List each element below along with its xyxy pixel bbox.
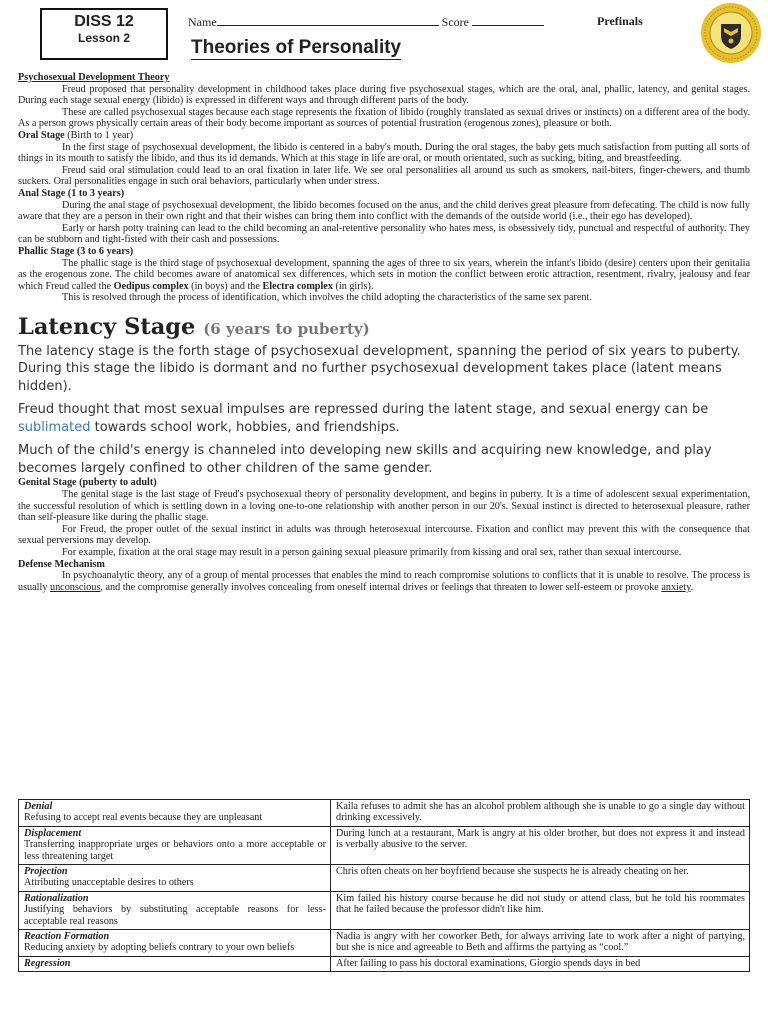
unconscious-term: unconscious	[49, 581, 101, 593]
phallic-text-a: The phallic stage is the third stage of psychosexual development, spanning the ages of three to six years, wherein the infant's libido (desire) centers upon their genitalia as the erogenous zone. The child becomes aware of anatomical sex differences, which sets in motion the conflict between erotic attraction, resentment, rivalry, jealousy and fear which Freud called the	[18, 257, 750, 292]
table-row	[19, 956, 750, 971]
defense-text-a: In psychoanalytic theory, any of a group of mental processes that enables the mind to reach compromise solutions to conflicts that it is unable to resolve. The process is usually	[18, 570, 750, 593]
mechanism-cell	[19, 891, 331, 929]
phallic-stage-heading: Phallic Stage (3 to 6 years)	[18, 245, 134, 257]
example-cell: Chris often cheats on her boyfriend because she suspects he is already cheating on her.	[331, 865, 750, 892]
table-row	[19, 930, 750, 957]
phallic-text-b: (in boys) and the	[188, 280, 263, 292]
mechanism-definition: Transferring inappropriate urges or behaviors onto a more acceptable or less threatening target	[24, 839, 326, 862]
mechanism-cell	[19, 930, 331, 957]
oral-stage-range: (Birth to 1 year)	[64, 129, 134, 141]
table-row	[19, 891, 750, 929]
mechanism-name: Rationalization	[24, 892, 89, 904]
psychosexual-heading: Psychosexual Development Theory	[18, 72, 170, 83]
table-row	[19, 826, 750, 864]
genital-paragraph-2: For Freud, the proper outlet of the sexual instinct in adults was through heterosexual intercourse. Fixation and conflict may prevent this with the consequence that sexual perversions may develop.	[18, 523, 750, 547]
latency-title: Latency Stage	[18, 313, 196, 340]
oral-stage-heading	[18, 130, 750, 142]
genital-stage-heading: Genital Stage (puberty to adult)	[18, 477, 157, 489]
anal-paragraph-2: Early or harsh potty training can lead to the child becoming an anal-retentive personality who hates mess, is obsessively tidy, punctual and respectful of authority. They can be stubborn and tight-fisted with their cash and possessions.	[18, 222, 750, 246]
electra-complex-term: Electra complex	[262, 280, 333, 292]
page-title: Theories of Personality	[191, 37, 402, 58]
name-label: Name	[188, 15, 217, 29]
anxiety-term: anxiety	[661, 581, 691, 593]
mechanism-cell	[19, 800, 331, 827]
name-blank[interactable]	[217, 14, 439, 26]
mechanism-name: Reaction Formation	[24, 931, 110, 943]
mechanism-name: Denial	[24, 801, 53, 812]
example-cell: Kaila refuses to admit she has an alcohol problem although she is unable to go a single day without drinking excessively.	[331, 800, 750, 827]
defense-paragraph	[18, 570, 750, 593]
table-row	[19, 800, 750, 827]
anal-stage-heading: Anal Stage (1 to 3 years)	[18, 187, 125, 199]
latency-paragraph-2	[18, 401, 750, 436]
mechanism-definition: Attributing unacceptable desires to others	[24, 877, 194, 889]
score-blank[interactable]	[472, 14, 544, 26]
lesson-number: Lesson 2	[77, 31, 131, 45]
mechanism-definition: Refusing to accept real events because they are unpleasant	[24, 812, 263, 824]
page-header	[0, 0, 768, 70]
defense-text-b: , and the compromise generally involves concealing from oneself internal drives or feelings that threaten to lower self-esteem or provoke	[100, 581, 662, 593]
name-score-line	[188, 14, 544, 30]
latency-paragraph-1: The latency stage is the forth stage of psychosexual development, spanning the period of six years to puberty. During this stage the libido is dormant and no further psychosexual development takes place (latent means hidden).	[18, 343, 741, 394]
phallic-text-c: (in girls).	[332, 280, 374, 292]
phallic-paragraph-1	[18, 258, 750, 293]
mechanism-definition: Justifying behaviors by substituting acceptable reasons for less-acceptable real reasons	[24, 904, 326, 927]
example-cell: During lunch at a restaurant, Mark is angry at his older brother, but does not express it and instead is verbally abusive to the server.	[331, 826, 750, 864]
mechanism-cell	[19, 865, 331, 892]
oral-paragraph-1: In the first stage of psychosexual development, the libido is centered in a baby's mouth. During the oral stages, the baby gets much satisfaction from putting all sorts of things in its mouth to satisfy the libido, and thus its id demands. Which at this stage in life are oral, or mouth orientated, such as sucking, biting, and breastfeeding.	[18, 141, 750, 165]
psychosexual-paragraph-2: These are called psychosexual stages because each stage represents the fixation of libido (roughly translated as sexual drives or instincts) on a different area of the body. As a person grows physically certain areas of their body become important as sources of potential frustration (erogenous zones), pleasure or both.	[18, 106, 750, 130]
defense-mechanism-heading: Defense Mechanism	[18, 558, 105, 570]
mechanism-definition: Reducing anxiety by adopting beliefs contrary to your own beliefs	[24, 942, 295, 954]
latency-paragraph-3: Much of the child's energy is channeled into developing new skills and acquiring new knowledge, and play becomes largely confined to other children of the same gender.	[18, 443, 712, 476]
table-row	[19, 865, 750, 892]
mechanism-name: Regression	[24, 957, 71, 969]
genital-paragraph-3: For example, fixation at the oral stage may result in a person gaining sexual pleasure primarily from kissing and oral sex, rather than sexual intercourse.	[62, 546, 682, 558]
anal-paragraph-1: During the anal stage of psychosexual development, the libido becomes focused on the anus, and the child derives great pleasure from defecating. The child is now fully aware that they are a person in their own right and that their wishes can bring them into conflict with the demands of the outside world (i.e., their ego has developed).	[18, 199, 750, 223]
example-cell: Nadia is angry with her coworker Beth, for always arriving late to work after a night of partying, but she is nice and agreeable to Beth and affirms the partying as “cool.”	[331, 930, 750, 957]
sublimated-link[interactable]: sublimated	[18, 419, 91, 435]
example-cell: After failing to pass his doctoral examinations, Giorgio spends days in bed	[331, 956, 750, 971]
example-cell: Kim failed his history course because he did not study or attend class, but he told his roommates that he failed because the professor didn't like him.	[331, 891, 750, 929]
course-code-box	[40, 8, 168, 60]
mechanism-name: Displacement	[24, 827, 82, 839]
defense-text-c: .	[690, 581, 694, 593]
phallic-paragraph-2: This is resolved through the process of identification, which involves the child adopting the characteristics of the same sex parent.	[62, 292, 592, 304]
lesson-content	[18, 72, 750, 593]
score-label: Score	[441, 15, 469, 29]
school-seal-logo	[700, 2, 762, 64]
term-label: Prefinals	[597, 14, 643, 28]
mechanism-cell	[19, 826, 331, 864]
oral-paragraph-2: Freud said oral stimulation could lead to an oral fixation in later life. We see oral personalities all around us such as smokers, nail-biters, finger-chewers, and thumb suckers. Oral personalities engage in such oral behaviors, particularly when under stress.	[18, 164, 750, 188]
mechanism-cell	[19, 956, 331, 971]
psychosexual-paragraph-1: Freud proposed that personality development in childhood takes place during five psychosexual stages, which are the oral, anal, phallic, latency, and genital stages. During each stage sexual energy (libido) is expressed in different ways and through different parts of the body.	[18, 83, 750, 107]
genital-paragraph-1: The genital stage is the last stage of Freud's psychosexual theory of personality development, and begins in puberty. It is a time of adolescent sexual experimentation, the successful resolution of which is settling down in a loving one-to-one relationship with another person in our 20's. Sexual instinct is directed to heterosexual pleasure, rather than self-pleasure like during the phallic stage.	[18, 488, 750, 524]
course-code: DISS 12	[74, 13, 134, 30]
latency-text-b: towards school work, hobbies, and friendships.	[90, 419, 400, 435]
oedipus-complex-term: Oedipus complex	[113, 280, 189, 292]
defense-mechanism-table	[18, 799, 750, 972]
latency-text-a: Freud thought that most sexual impulses are repressed during the latent stage, and sexual energy can be	[18, 402, 709, 418]
latency-range: (6 years to puberty)	[203, 319, 370, 338]
latency-stage-heading	[18, 313, 750, 343]
oral-stage-title: Oral Stage	[18, 129, 65, 141]
mechanism-name: Projection	[24, 866, 68, 878]
